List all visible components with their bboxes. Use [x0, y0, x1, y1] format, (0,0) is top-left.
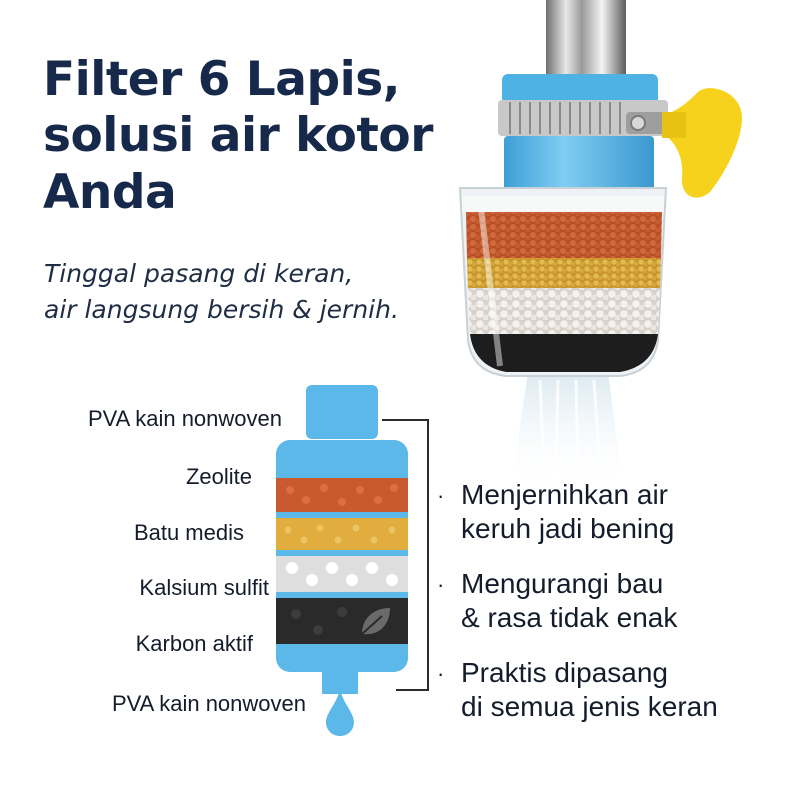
- layer-zeolite-band: [276, 478, 408, 512]
- bullet: ·: [437, 483, 445, 508]
- benefit-line: & rasa tidak enak: [461, 602, 678, 633]
- subtitle-line-2: air langsung bersih & jernih.: [44, 294, 399, 324]
- headline-line-3: Anda: [43, 164, 177, 220]
- headline: [43, 52, 483, 221]
- layer-label-pva-bottom: PVA kain nonwoven: [111, 691, 306, 716]
- benefit-line: di semua jenis keran: [461, 691, 718, 722]
- benefits-list: [437, 478, 787, 745]
- faucet-filter-photo: [440, 0, 800, 480]
- subtitle-line-1: Tinggal pasang di keran,: [44, 259, 354, 288]
- layer-label-zeolite: Zeolite: [185, 464, 252, 489]
- layer-carbon-band: [276, 598, 408, 644]
- benefit-item: [437, 656, 787, 724]
- benefit-line: Praktis dipasang: [461, 657, 669, 688]
- benefit-line: Mengurangi bau: [461, 568, 664, 599]
- headline-line-2: solusi air kotor: [43, 108, 433, 164]
- bullet: ·: [437, 661, 445, 686]
- benefit-line: keruh jadi bening: [461, 513, 675, 544]
- cartridge-top-cap: [306, 385, 378, 439]
- layer-label-calcium-sulfite: Kalsium sulfit: [139, 575, 269, 600]
- benefit-line: Menjernihkan air: [461, 479, 668, 510]
- layer-calcium-sulfite-band: [276, 556, 408, 592]
- layer-label-activated-carbon: Karbon aktif: [135, 631, 253, 656]
- headline-line-1: Filter 6 Lapis,: [43, 52, 401, 107]
- subtitle: [44, 256, 399, 327]
- layer-medical-stone-band: [276, 518, 408, 550]
- benefit-item: [437, 478, 787, 546]
- layer-label-medical-stone: Batu medis: [133, 520, 244, 545]
- benefit-item: [437, 567, 787, 635]
- bullet: ·: [437, 572, 445, 597]
- layer-label-pva-top: PVA kain nonwoven: [87, 406, 282, 431]
